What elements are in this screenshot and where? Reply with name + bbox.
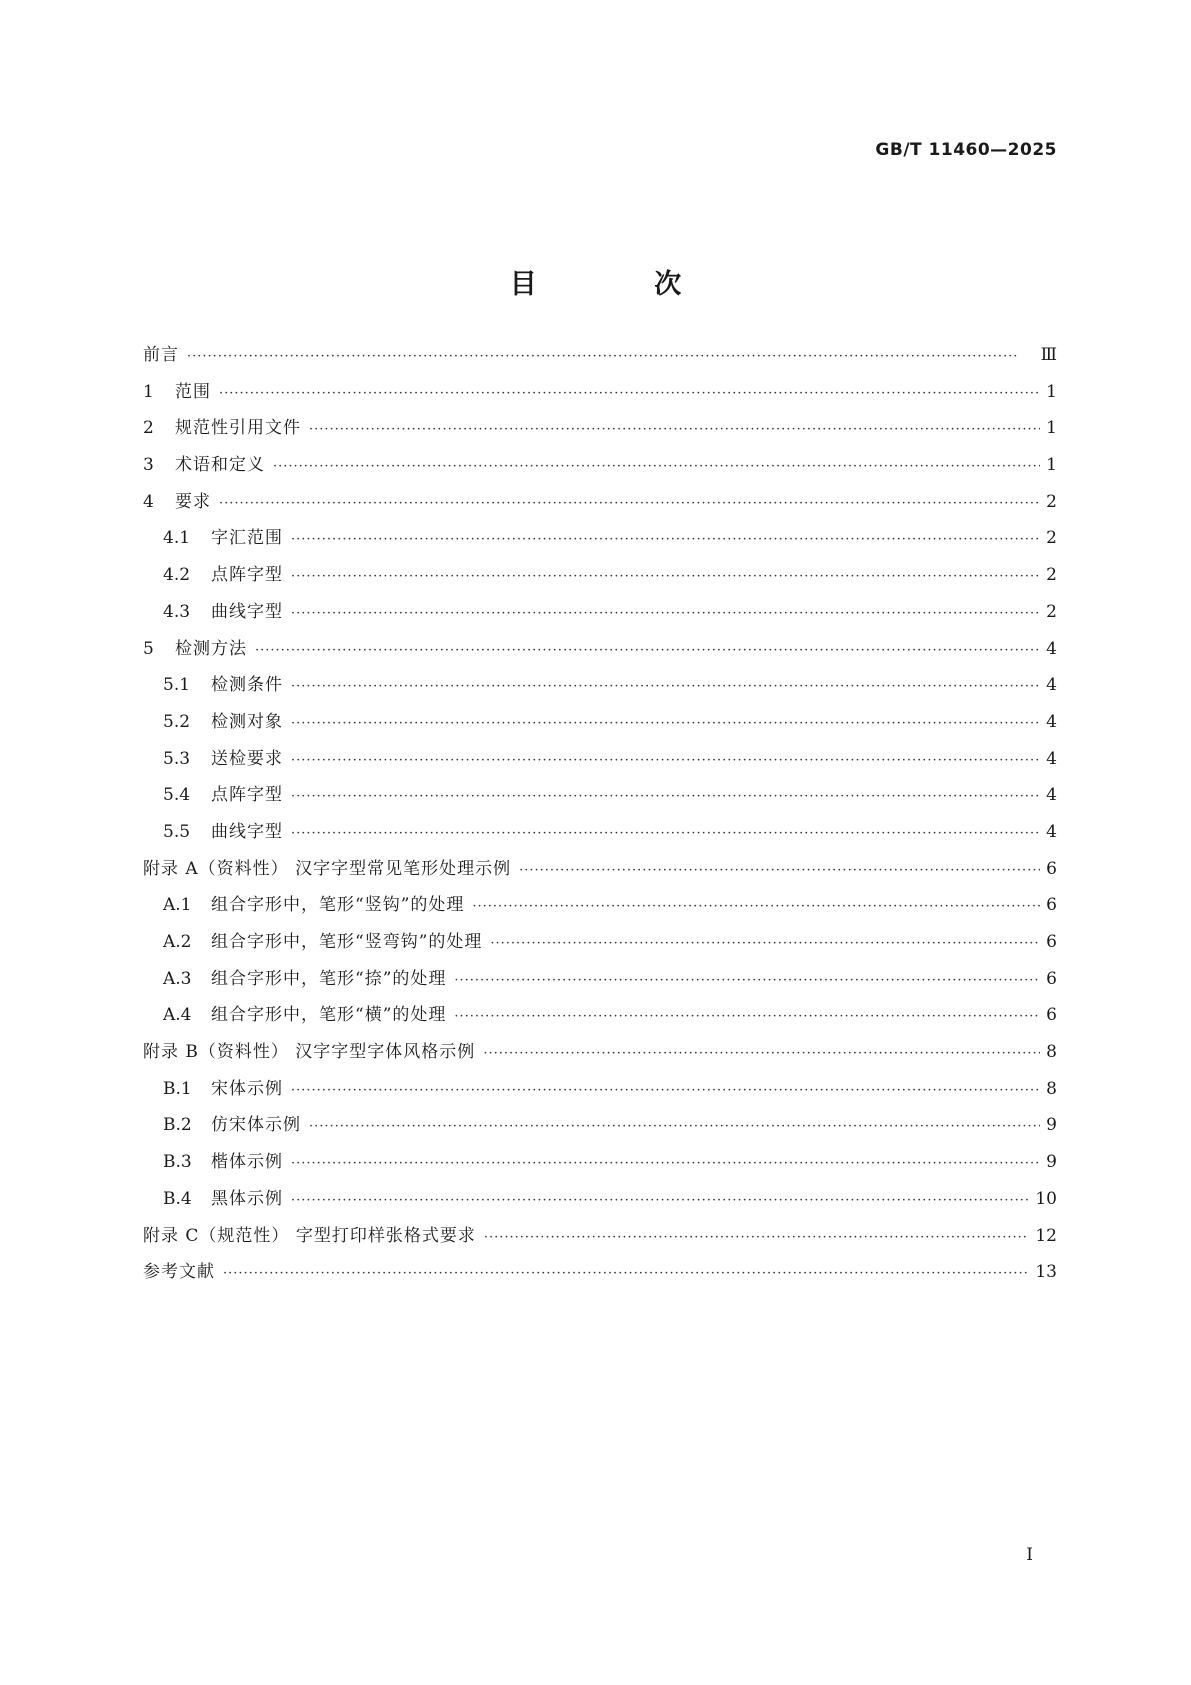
toc-entry-page: 2 [1046, 528, 1057, 549]
toc-dot-leader [291, 559, 1040, 596]
toc-entry[interactable] [143, 337, 1057, 374]
toc-entry-number: A.1 [163, 895, 192, 916]
toc-dot-leader [519, 853, 1040, 890]
toc-entry[interactable] [143, 410, 1057, 447]
toc-entry[interactable] [143, 447, 1057, 484]
toc-entry-label: 宋体示例 [211, 1078, 283, 1099]
toc-entry-label: 点阵字型 [211, 565, 283, 586]
toc-entry[interactable] [143, 1107, 1057, 1144]
toc-entry[interactable] [143, 484, 1057, 521]
toc-dot-leader [472, 889, 1040, 926]
toc-entry-number: B.1 [163, 1078, 192, 1099]
toc-dot-leader [291, 669, 1040, 706]
toc-entry-number: 3 [143, 455, 154, 476]
toc-entry-number: 5.5 [163, 821, 191, 842]
toc-entry-page: 10 [1035, 1188, 1057, 1209]
toc-dot-leader [223, 1256, 1029, 1293]
page-title: 目 次 [509, 269, 736, 301]
toc-entry[interactable] [143, 374, 1057, 411]
toc-entry-page: 4 [1046, 785, 1057, 806]
toc-entry-number: 4 [143, 491, 154, 512]
toc-entry-page: 13 [1035, 1262, 1057, 1283]
toc-dot-leader [483, 1036, 1040, 1073]
toc-entry-page: 6 [1046, 932, 1057, 952]
toc-entry-number: 4.1 [163, 528, 191, 549]
toc-entry-page: 4 [1046, 638, 1057, 659]
toc-dot-leader [187, 339, 1035, 376]
toc-entry[interactable] [143, 997, 1057, 1034]
toc-entry-number: 5.2 [163, 711, 191, 732]
toc-entry-number: 1 [143, 381, 154, 402]
toc-entry[interactable] [143, 1181, 1057, 1218]
toc-entry-label: 附录 B（资料性） 汉字字型字体风格示例 [143, 1042, 476, 1063]
toc-entry-page: 6 [1046, 968, 1057, 989]
toc-entry-page: 1 [1046, 418, 1057, 439]
toc-entry-label: 组合字形中，笔形“捺”的处理 [211, 968, 447, 989]
toc-dot-leader [291, 743, 1040, 780]
toc-dot-leader [309, 1109, 1040, 1146]
toc-entry[interactable] [143, 704, 1057, 741]
toc-dot-leader [454, 963, 1040, 1000]
toc-entry[interactable] [143, 961, 1057, 998]
toc-entry-label: 要求 [175, 491, 211, 512]
toc-entry-label: 黑体示例 [211, 1188, 283, 1209]
toc-entry-label: 字汇范围 [211, 528, 283, 549]
toc-dot-leader [219, 376, 1040, 413]
toc-entry[interactable] [143, 814, 1057, 851]
footer-page-number: Ⅰ [1026, 1545, 1033, 1565]
toc-entry-page: 6 [1046, 858, 1057, 879]
toc-entry-number: 5.1 [163, 675, 191, 696]
toc-dot-leader [291, 522, 1040, 559]
toc-entry-label: 范围 [175, 381, 211, 402]
toc-entry[interactable] [143, 1218, 1057, 1255]
toc-entry-label: 楷体示例 [211, 1152, 283, 1173]
toc-dot-leader [291, 596, 1040, 633]
toc-entry-number: A.4 [163, 1005, 192, 1026]
toc-dot-leader [291, 1146, 1040, 1183]
toc-entry-page: 1 [1046, 455, 1057, 476]
toc-entry-page: 8 [1046, 1078, 1057, 1099]
toc-entry-label: 仿宋体示例 [211, 1115, 301, 1136]
toc-dot-leader [484, 1220, 1030, 1257]
toc-entry-page: 6 [1046, 1005, 1057, 1026]
toc-dot-leader [309, 412, 1040, 449]
toc-entry-number: 4.2 [163, 565, 191, 586]
toc-entry-label: 组合字形中，笔形“竖弯钩”的处理 [211, 932, 483, 952]
toc-entry-number: B.3 [163, 1152, 192, 1173]
toc-dot-leader [291, 816, 1040, 853]
toc-dot-leader [454, 999, 1040, 1036]
toc-entry-page: 8 [1046, 1042, 1057, 1063]
toc-entry-number: B.4 [163, 1188, 192, 1209]
toc-entry[interactable] [143, 631, 1057, 668]
toc-entry-label: 检测对象 [211, 711, 283, 732]
toc-entry-label: 规范性引用文件 [175, 418, 301, 439]
toc-dot-leader [291, 706, 1040, 743]
toc-entry[interactable] [143, 741, 1057, 778]
toc-entry[interactable] [143, 887, 1057, 924]
toc-dot-leader [255, 633, 1040, 670]
standard-code: GB/T 11460—2025 [875, 140, 1057, 160]
toc-entry-label: 检测条件 [211, 675, 283, 696]
toc-entry-number: A.2 [163, 932, 192, 952]
toc-entry[interactable] [143, 520, 1057, 557]
toc-entry-number: 5.3 [163, 748, 191, 769]
toc-entry-number: B.2 [163, 1115, 192, 1136]
toc-entry-page: 1 [1046, 381, 1057, 402]
toc-entry-page: 4 [1046, 711, 1057, 732]
toc-entry-page: 9 [1046, 1115, 1057, 1136]
toc-entry[interactable] [143, 777, 1057, 814]
toc-entry-page: 4 [1046, 748, 1057, 769]
toc-entry-label: 组合字形中，笔形“竖钩”的处理 [211, 895, 465, 916]
toc-entry-label: 前言 [143, 345, 179, 365]
toc-entry-label: 术语和定义 [175, 455, 265, 476]
toc-entry[interactable] [143, 557, 1057, 594]
toc-entry-number: 4.3 [163, 601, 191, 622]
toc-entry-number: A.3 [163, 968, 192, 989]
toc-dot-leader [291, 1073, 1040, 1110]
toc-entry[interactable] [143, 1071, 1057, 1108]
toc-dot-leader [291, 1183, 1029, 1220]
toc-entry-page: 9 [1046, 1152, 1057, 1173]
toc-entry[interactable] [143, 1034, 1057, 1071]
toc-entry-page: 2 [1046, 491, 1057, 512]
toc-entry-number: 2 [143, 418, 154, 439]
toc-entry-page: 4 [1046, 821, 1057, 842]
toc-entry-page: 2 [1046, 565, 1057, 586]
toc-entry-label: 附录 A（资料性） 汉字字型常见笔形处理示例 [143, 858, 512, 879]
toc-entry[interactable] [143, 851, 1057, 888]
toc-entry[interactable] [143, 924, 1057, 961]
toc-entry-page: 6 [1046, 895, 1057, 916]
toc-entry-page: 2 [1046, 601, 1057, 622]
toc-entry-number: 5.4 [163, 785, 191, 806]
toc-entry[interactable] [143, 667, 1057, 704]
toc-dot-leader [273, 449, 1040, 486]
toc-dot-leader [219, 486, 1040, 523]
toc-entry-label: 曲线字型 [211, 601, 283, 622]
toc-entry-label: 送检要求 [211, 748, 283, 769]
toc-entry-label: 参考文献 [143, 1262, 215, 1283]
toc-entry-page: Ⅲ [1040, 345, 1057, 365]
toc-entry-page: 12 [1035, 1225, 1057, 1246]
toc-entry-label: 组合字形中，笔形“横”的处理 [211, 1005, 447, 1026]
toc-dot-leader [490, 926, 1040, 963]
toc-entry-label: 检测方法 [175, 638, 247, 659]
toc-entry-number: 5 [143, 638, 154, 659]
toc-entry-label: 曲线字型 [211, 821, 283, 842]
table-of-contents [143, 337, 1057, 1291]
toc-entry[interactable] [143, 1144, 1057, 1181]
toc-entry[interactable] [143, 594, 1057, 631]
toc-dot-leader [291, 779, 1040, 816]
toc-entry-page: 4 [1046, 675, 1057, 696]
toc-entry[interactable] [143, 1254, 1057, 1291]
toc-entry-label: 附录 C（规范性） 字型打印样张格式要求 [143, 1225, 476, 1246]
toc-entry-label: 点阵字型 [211, 785, 283, 806]
